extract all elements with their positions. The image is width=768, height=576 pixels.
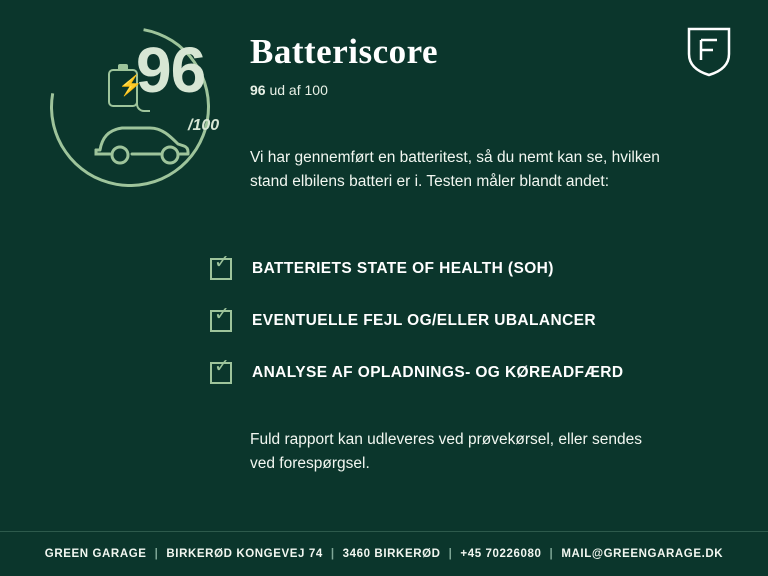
footer-separator: | bbox=[549, 548, 554, 560]
list-item bbox=[210, 295, 690, 347]
checkbox-checked-icon: ✓ bbox=[210, 362, 232, 384]
list-item bbox=[210, 347, 690, 399]
report-footnote: Fuld rapport kan udleveres ved prøvekørsel, eller sendes ved forespørgsel. bbox=[250, 431, 642, 472]
score-subtitle bbox=[250, 82, 328, 98]
score-subtitle-rest: ud af 100 bbox=[269, 82, 328, 98]
electric-car-icon bbox=[92, 120, 190, 166]
footer-email[interactable]: MAIL@GREENGARAGE.DK bbox=[561, 548, 724, 560]
feature-checklist bbox=[210, 243, 690, 399]
score-max: /100 bbox=[188, 117, 220, 134]
checklist-label: ANALYSE AF OPLADNINGS- OG KØREADFÆRD bbox=[252, 364, 624, 381]
footer-separator: | bbox=[448, 548, 453, 560]
footer-city: 3460 BIRKERØD bbox=[342, 548, 441, 560]
footer-address: BIRKERØD KONGEVEJ 74 bbox=[166, 548, 323, 560]
shield-logo-icon bbox=[686, 26, 732, 78]
checklist-label: BATTERIETS STATE OF HEALTH (SOH) bbox=[252, 260, 554, 277]
footer-contact-bar bbox=[0, 532, 768, 576]
intro-paragraph: Vi har gennemført en batteritest, så du nemt kan se, hvilken stand elbilens batteri er i. Testen måler blandt andet: bbox=[250, 149, 660, 190]
list-item bbox=[210, 243, 690, 295]
footer-company: GREEN GARAGE bbox=[44, 548, 147, 560]
score-subtitle-value: 96 bbox=[250, 82, 266, 98]
footer-separator: | bbox=[330, 548, 335, 560]
footer-phone[interactable]: +45 70226080 bbox=[460, 548, 542, 560]
checklist-label: EVENTUELLE FEJL OG/ELLER UBALANCER bbox=[252, 312, 597, 329]
checkbox-checked-icon: ✓ bbox=[210, 310, 232, 332]
battery-score-badge bbox=[40, 22, 235, 192]
footer-separator: | bbox=[154, 548, 159, 560]
battery-charging-icon: ⚡ bbox=[108, 64, 142, 110]
checkbox-checked-icon: ✓ bbox=[210, 258, 232, 280]
score-value: 96 bbox=[136, 34, 206, 106]
page-title: Batteriscore bbox=[250, 32, 439, 71]
